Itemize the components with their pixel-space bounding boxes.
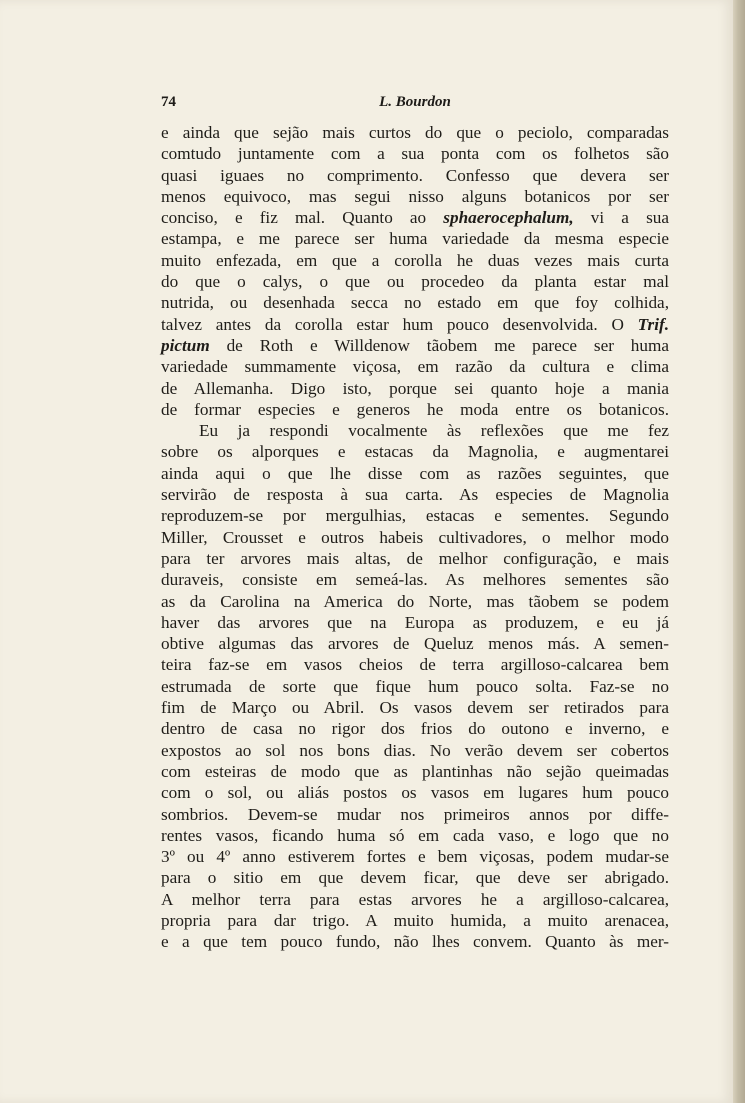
line-text: de Roth e Willdenow tãobem me parece ser huma [209, 335, 669, 355]
line-text: expostos ao sol nos bons dias. No verão devem ser cobertos [161, 740, 669, 760]
line-text: estampa, e me parece ser huma variedade da mesma especie [161, 229, 669, 249]
line-text: para ter arvores mais altas, de melhor configuração, e mais [161, 548, 669, 568]
line-text: as da Carolina na America do Norte, mas tãobem se podem [161, 591, 669, 611]
line-text: obtive algumas das arvores de Queluz menos más. A semen- [161, 634, 669, 654]
line-text: do que o calys, o que ou procedeo da planta estar mal [161, 272, 669, 292]
text-line [161, 186, 669, 207]
line-text: talvez antes da corolla estar hum pouco desenvolvida. O [161, 314, 638, 334]
text-line [161, 484, 669, 505]
text-line [161, 250, 669, 271]
line-text: Miller, Crousset e outros habeis cultivadores, o melhor modo [161, 527, 669, 547]
line-text: 3º ou 4º anno estiverem fortes e bem viçosas, podem mudar-se [161, 847, 669, 867]
text-line [161, 335, 669, 356]
text-line [161, 804, 669, 825]
text-line [161, 569, 669, 590]
text-line [161, 420, 669, 441]
line-text: vi a sua [573, 208, 669, 228]
text-line [161, 846, 669, 867]
line-text: com esteiras de modo que as plantinhas não sejão queimadas [161, 761, 669, 781]
text-line [161, 612, 669, 633]
text-line [161, 441, 669, 462]
text-line [161, 825, 669, 846]
text-line [161, 782, 669, 803]
text-line [161, 676, 669, 697]
text-line [161, 228, 669, 249]
text-line [161, 271, 669, 292]
line-text: e a que tem pouco fundo, não lhes convem. Quanto às mer- [161, 932, 669, 952]
text-line [161, 931, 669, 952]
line-text: Eu ja respondi vocalmente às reflexões que me fez [199, 421, 669, 441]
line-text: dentro de casa no rigor dos frios do outono e inverno, e [161, 719, 669, 739]
text-line [161, 292, 669, 313]
text-line [161, 889, 669, 910]
text-line [161, 591, 669, 612]
line-text: estrumada de sorte que fique hum pouco solta. Faz-se no [161, 676, 669, 696]
line-text: duraveis, consiste em semeá-las. As melhores sementes são [161, 570, 669, 590]
line-text: A melhor terra para estas arvores he a argilloso-calcarea, [161, 889, 669, 909]
body-text [161, 122, 669, 953]
line-text: haver das arvores que na Europa as produzem, e eu já [161, 612, 669, 632]
text-line [161, 378, 669, 399]
text-line [161, 463, 669, 484]
text-line [161, 399, 669, 420]
text-line [161, 867, 669, 888]
text-line [161, 207, 669, 228]
text-line [161, 910, 669, 931]
text-line [161, 505, 669, 526]
line-text: propria para dar trigo. A muito humida, a muito arenacea, [161, 910, 669, 930]
line-text: rentes vasos, ficando huma só em cada vaso, e logo que no [161, 825, 669, 845]
text-line [161, 697, 669, 718]
text-line [161, 165, 669, 186]
text-line [161, 314, 669, 335]
text-line [161, 740, 669, 761]
italic-term: sphaerocephalum, [443, 208, 574, 228]
page-number: 74 [161, 94, 176, 110]
line-text: servirão de resposta à sua carta. As especies de Magnolia [161, 485, 669, 505]
line-text: teira faz-se em vasos cheios de terra argilloso-calcarea bem [161, 655, 669, 675]
line-text: conciso, e fiz mal. Quanto ao [161, 208, 444, 228]
line-text: fim de Março ou Abril. Os vasos devem ser retirados para [161, 698, 669, 718]
line-text: sobre os alporques e estacas da Magnolia, e augmentarei [161, 442, 669, 462]
text-line [161, 633, 669, 654]
line-text: sombrios. Devem-se mudar nos primeiros annos por diffe- [161, 804, 669, 824]
page-edge [733, 0, 745, 1103]
text-line [161, 654, 669, 675]
text-line [161, 548, 669, 569]
line-text: muito enfezada, em que a corolla he duas vezes mais curta [161, 250, 669, 270]
line-text: nutrida, ou desenhada secca no estado em que foy colhida, [161, 293, 669, 313]
text-line [161, 527, 669, 548]
line-text: com o sol, ou aliás postos os vasos em lugares hum pouco [161, 783, 669, 803]
line-text: de formar especies e generos he moda entre os botanicos. [161, 399, 669, 419]
text-line [161, 761, 669, 782]
italic-term: Trif. [637, 314, 669, 334]
page-header [161, 94, 669, 116]
line-text: menos equivoco, mas segui nisso alguns botanicos por ser [161, 186, 669, 206]
line-text: de Allemanha. Digo isto, porque sei quanto hoje a mania [161, 378, 669, 398]
line-text: ainda aqui o que lhe disse com as razões seguintes, que [161, 463, 669, 483]
line-text: variedade summamente viçosa, em razão da cultura e clima [161, 357, 669, 377]
italic-term: pictum [161, 335, 210, 355]
text-line [161, 718, 669, 739]
line-text: comtudo juntamente com a sua ponta com os folhetos são [161, 144, 669, 164]
line-text: para o sitio em que devem ficar, que deve ser abrigado. [161, 868, 669, 888]
text-line [161, 356, 669, 377]
running-head: L. Bourdon [379, 94, 451, 110]
line-text: quasi iguaes no comprimento. Confesso que devera ser [161, 165, 669, 185]
line-text: reproduzem-se por mergulhias, estacas e sementes. Segundo [161, 506, 669, 526]
text-line [161, 143, 669, 164]
text-line [161, 122, 669, 143]
line-text: e ainda que sejão mais curtos do que o peciolo, comparadas [161, 123, 669, 142]
